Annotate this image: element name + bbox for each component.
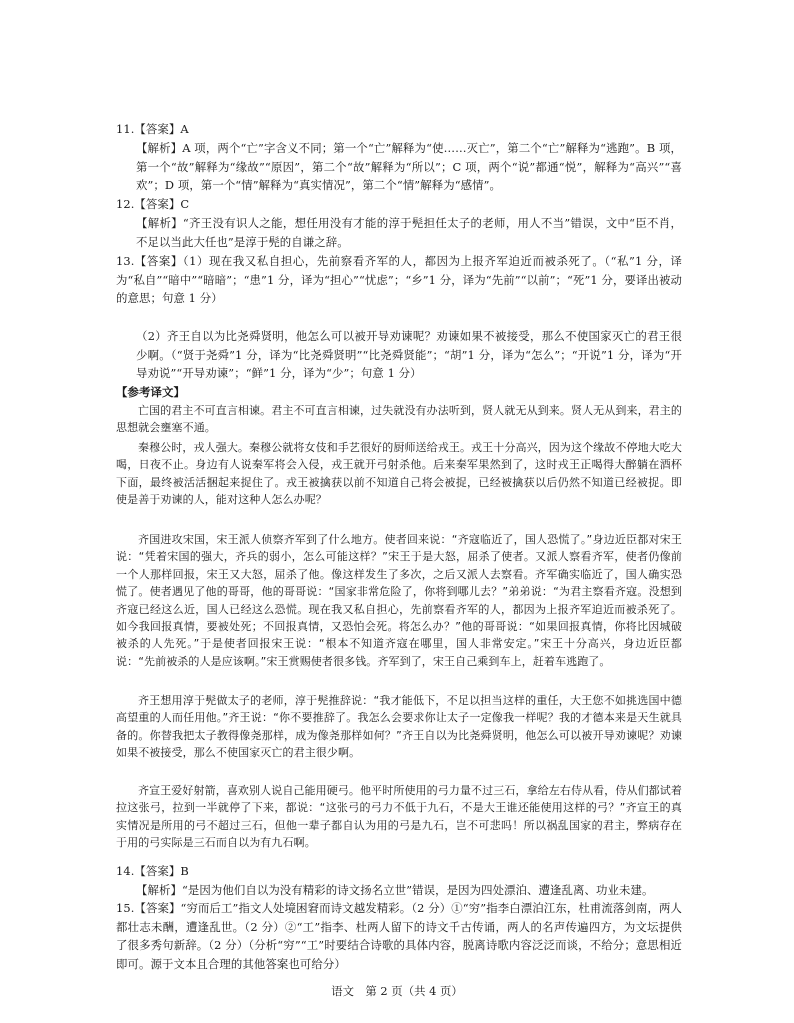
q12-answer: 12.【答案】C bbox=[116, 197, 190, 211]
translation-paragraph: 亡国的君主不可直言相谏。君主不可直言相谏，过失就没有办法听到，贤人就无从到来。贤人无从到来，君主的思想就会壅塞不通。 bbox=[116, 404, 682, 435]
translation-paragraph: 齐王想用淳于髡做太子的老师，淳于髡推辞说：“我才能低下，不足以担当这样的重任，大王您不如挑选国中德高望重的人而任用他。”齐王说：“你不要推辞了。我怎么会要求你让太子一定像我一样呢？我的才德本来是天生就具备的。你替我把太子教得像尧那样，成为像尧那样如何？”齐王自以为比尧舜贤明，他怎么可以被开导劝谏呢？劝谏如果不被接受，那么不使国家灭亡的君主很少啊。 bbox=[116, 694, 682, 760]
translation-paragraph: 齐宣王爱好射箭，喜欢别人说自己能用硬弓。他平时所使用的弓力量不过三石，拿给左右侍从看，侍从们都试着拉这张弓，拉到一半就停了下来，都说：“这张弓的弓力不低于九石，不是大王谁还能使用这样的弓？”齐宣王的真实情况是所用的弓不超过三石，但他一辈子都自认为用的弓是九石，岂不可悲吗！所以祸乱国家的君主，弊病存在于用的弓实际是三石而自以为有九石啊。 bbox=[116, 784, 682, 850]
q14-analysis: 【解析】“是因为他们自以为没有精彩的诗文扬名立世”错误，是因为四处漂泊、遭逢乱离、功业未建。 bbox=[136, 883, 654, 897]
q11-analysis: 【解析】A 项，两个“亡”字含义不同；第一个“亡”解释为“使……灭亡”，第二个“亡”解释为“逃跑”。B 项，第一个“故”解释为“缘故”“原因”，第二个“故”解释为“所以”；C 项，两个“说”都通“悦”，解释为“高兴”“喜欢”；D 项，第一个“情”解释为“真实情况”，第二个“情”解释为“感情”。 bbox=[136, 141, 682, 193]
q13-answer-part1: 13.【答案】（1）现在我又私自担心，先前察看齐军的人，都因为上报齐军迫近而被杀死了。（“私”1 分，译为“私自”“暗中”“暗暗”；“患”1 分，译为“担心”“忧虑”；“乡”1 分，译为“先前”“以前”；“死”1 分，要译出被动的意思；句意 1 分） bbox=[116, 254, 682, 306]
q15-answer: 15.【答案】“穷而后工”指文人处境困窘而诗文越发精彩。（2 分）①“穷”指李白漂泊江东，杜甫流落剑南，两人都壮志未酬，遭逢乱世。（2 分）②“工”指李、杜两人留下的诗文千古传诵，两人的名声传遍四方，为文坛提供了很多秀句新辞。（2 分）（分析“穷”“工”时要结合诗歌的具体内容，脱离诗歌内容泛泛而谈，不给分；意思相近即可。源于文本且合理的其他答案也可给分） bbox=[116, 901, 682, 971]
q14-answer: 14.【答案】B bbox=[116, 864, 189, 878]
q13-answer-part2: （2）齐王自以为比尧舜贤明，他怎么可以被开导劝谏呢？劝谏如果不被接受，那么不使国家灭亡的君王很少啊。（“贤于尧舜”1 分，译为“比尧舜贤明”“比尧舜贤能”；“胡”1 分，译为“怎么”；“开说”1 分，译为“开导劝说”“开导劝谏”；“鲜”1 分，译为“少”；句意 1 分） bbox=[136, 329, 682, 381]
translation-paragraph: 秦穆公时，戎人强大。秦穆公就将女伎和手艺很好的厨师送给戎王。戎王十分高兴，因为这个缘故不停地大吃大喝，日夜不止。身边有人说秦军将会入侵，戎王就开弓射杀他。后来秦军果然到了，这时戎王正喝得大醉躺在酒杯下面，最终被活活捆起来捉住了。戎王被擒获以前不知道自己将会被捉，已经被擒获以后仍然不知道已经被捉。即使是善于劝谏的人，能对这种人怎么办呢？ bbox=[116, 441, 682, 507]
translation-paragraph: 齐国进攻宋国，宋王派人侦察齐军到了什么地方。使者回来说：“齐寇临近了，国人恐慌了。”身边近臣都对宋王说：“凭着宋国的强大，齐兵的弱小，怎么可能这样？”宋王于是大怒，屈杀了使者。又派人察看齐军，使者仍像前一个人那样回报，宋王又大怒，屈杀了他。像这样发生了多次，之后又派人去察看。齐军确实临近了，国人确实恐慌了。使者遇见了他的哥哥，他的哥哥说：“国家非常危险了，你将到哪儿去？”弟弟说：“为君主察看齐寇。没想到齐寇已经这么近，国人已经这么恐慌。现在我又私自担心，先前察看齐军的人，都因为上报齐军迫近而被杀死了。如今我回报真情，要被处死；不回报真情，又恐怕会死。将怎么办？”他的哥哥说：“如果回报真情，你将比因城破被杀的人先死。”于是使者回报宋王说：“根本不知道齐寇在哪里，国人非常安定。”宋王十分高兴，身边近臣都说：“先前被杀的人是应该啊。”宋王赏赐使者很多钱。齐军到了，宋王自己乘到车上，赶着车逃跑了。 bbox=[116, 533, 682, 668]
q12-analysis: 【解析】“齐王没有识人之能，想任用没有才能的淳于髡担任太子的老师，用人不当”错误，文中“臣不肖，不足以当此大任也”是淳于髡的自谦之辞。 bbox=[136, 216, 682, 249]
page-footer: 语文 第 2 页（共 4 页） bbox=[331, 984, 463, 998]
translation-heading: 【参考译文】 bbox=[116, 385, 185, 399]
q11-answer: 11.【答案】A bbox=[116, 122, 189, 136]
